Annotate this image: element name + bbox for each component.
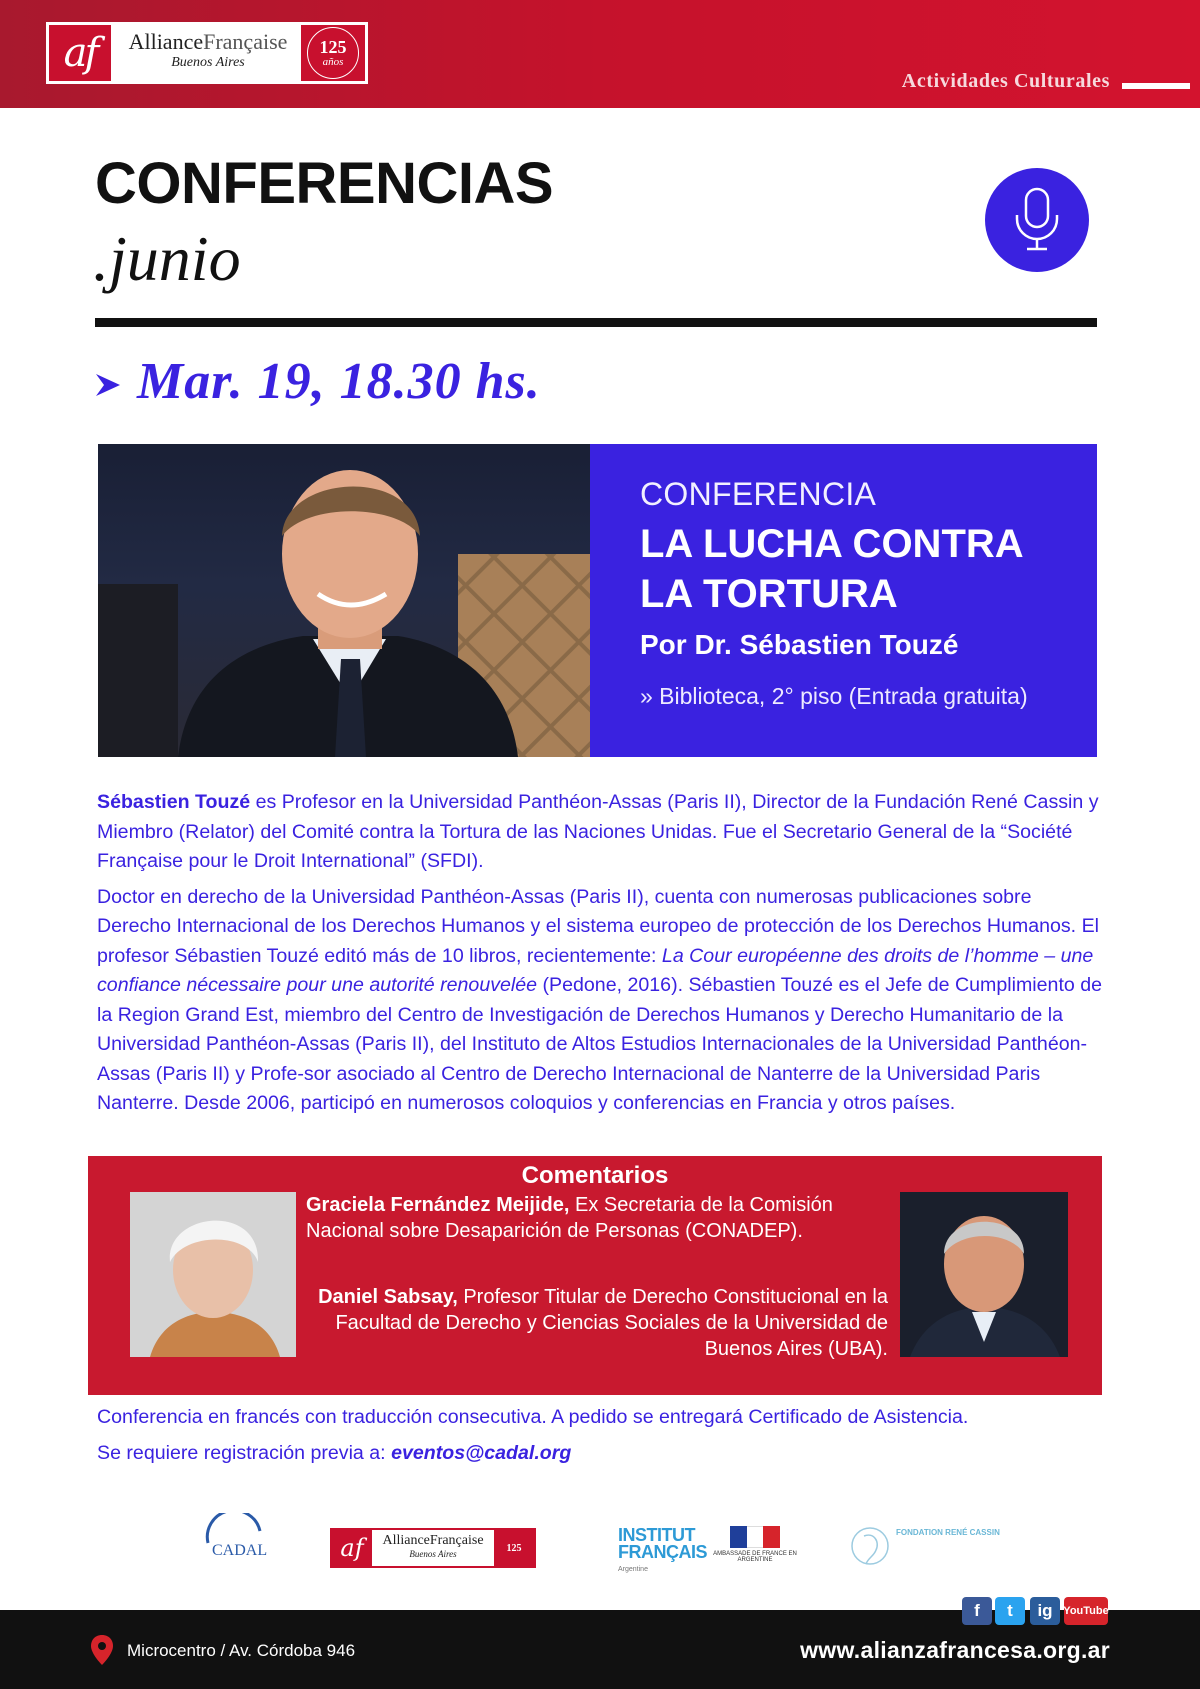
youtube-icon[interactable]: YouTube — [1064, 1597, 1108, 1625]
comment-2 — [288, 1284, 888, 1362]
bio-book-title: La Cour européenne des droits de l’homme – une confiance nécessaire pour une autorité renouvelée — [97, 944, 1094, 996]
comments-box — [88, 1156, 1102, 1395]
institut-francais-logo[interactable] — [618, 1525, 707, 1578]
bio-paragraph-1 — [97, 788, 1107, 877]
commenter-photo-1-illustration — [130, 1192, 296, 1357]
translation-note: Conferencia en francés con traducción consecutiva. A pedido se entregará Certificado de Asistencia. — [97, 1406, 969, 1428]
institut-line2: FRANÇAIS — [618, 1542, 707, 1562]
speaker-photo — [98, 444, 590, 757]
location-pin-icon — [90, 1634, 114, 1666]
flag-red — [763, 1526, 780, 1548]
title-divider — [95, 318, 1097, 327]
speaker-bio — [97, 788, 1107, 1125]
event-title — [640, 519, 1097, 619]
anniversary-word: años — [322, 56, 344, 68]
event-panel — [590, 444, 1097, 757]
bio-p1-text: es Profesor en la Universidad Panthéon-Assas (Paris II), Director de la Fundación René Cassin y Miembro (Relator) del Comité contra la Tortura de las Naciones Unidas. Fue el Secretario General de la “Société Française pour le Droit International” (SFDI). — [97, 791, 1099, 872]
event-kicker: CONFERENCIA — [640, 476, 877, 512]
french-flag-icon — [730, 1526, 780, 1548]
anniversary-number: 125 — [319, 37, 347, 57]
section-label-underline — [1122, 83, 1190, 89]
af-logo-name-1: Alliance — [128, 29, 204, 54]
cadal-logo-svg — [200, 1513, 274, 1573]
comments-title: Comentarios — [521, 1162, 669, 1189]
section-label: Actividades Culturales — [901, 70, 1110, 92]
alliance-francaise-partner-logo[interactable] — [330, 1528, 536, 1568]
alliance-francaise-logo[interactable] — [46, 22, 368, 84]
comment-1 — [306, 1192, 906, 1244]
af-small-monogram: af — [332, 1530, 372, 1566]
bio-p2-end: (Pedone, 2016). Sébastien Touzé es el Jefe de Cumplimiento de la Region Grand Est, miembro del Centro de Investigación de Derechos Humanos y Derecho Humanitario de la Universidad Panthéon-Assas (Paris II), del Instituto de Altos Estudios Internacionales de la Universidad Panthéon-Assas (Paris II) y Profe-sor asociado al Centro de Derecho Internacional de Nanterre de la Universidad Paris Nanterre. Desde 2006, participó en numerosos coloquios y conferencias en Francia y otros países. — [97, 974, 1103, 1114]
bio-p2-start: Doctor en derecho de la Universidad Panthéon-Assas (Paris II), cuenta con numerosas publicaciones sobre Derecho Internacional de los Derechos Humanos y el sistema europeo de protección de los Derechos Humanos. El profesor Sébastien Touzé editó más de 10 libros, recientemente: — [97, 885, 1099, 967]
commenter-photo-1 — [130, 1192, 296, 1357]
ambassade-text: AMBASSADE DE FRANCE EN ARGENTINE — [713, 1551, 797, 1563]
af-small-name: AllianceFrançaise — [382, 1533, 484, 1548]
page-month: .junio — [93, 223, 241, 294]
flag-white — [747, 1526, 764, 1548]
af-small-text — [372, 1530, 494, 1566]
institut-country: Argentine — [618, 1566, 648, 1573]
fondation-rene-cassin-logo[interactable] — [848, 1524, 1008, 1570]
event-title-line1: LA LUCHA CONTRA — [640, 522, 1024, 566]
commenter-photo-2-illustration — [900, 1192, 1068, 1357]
bio-name: Sébastien Touzé — [97, 791, 251, 813]
event-title-line2: LA TORTURA — [640, 572, 898, 616]
commenter-2-name: Daniel Sabsay, — [318, 1286, 458, 1308]
anniversary-badge — [301, 25, 365, 81]
registration-note — [97, 1442, 571, 1465]
facebook-icon[interactable]: f — [962, 1597, 992, 1625]
ambassade-logo[interactable] — [700, 1526, 810, 1563]
footer-website-link[interactable]: www.alianzafrancesa.org.ar — [800, 1637, 1110, 1663]
twitter-icon[interactable]: t — [995, 1597, 1025, 1625]
af-logo-name-2: Française — [203, 29, 288, 54]
commenter-1-name: Graciela Fernández Meijide, — [306, 1194, 570, 1216]
cadal-logo[interactable] — [200, 1513, 274, 1573]
af-small-badge: 125 — [494, 1530, 534, 1566]
af-logo-city: Buenos Aires — [171, 55, 245, 70]
commenter-photo-2 — [900, 1192, 1068, 1357]
anniversary-circle — [307, 27, 359, 79]
event-date: Mar. 19, 18.30 hs. — [137, 353, 541, 410]
flag-blue — [730, 1526, 747, 1548]
microphone-icon — [985, 168, 1089, 272]
commenter-1-role: Ex Secretaria de la Comisión Nacional sobre Desaparición de Personas (CONADEP). — [306, 1194, 833, 1242]
instagram-icon[interactable]: ig — [1030, 1597, 1060, 1625]
registration-email[interactable]: eventos@cadal.org — [391, 1442, 572, 1464]
fondation-text: FONDATION RENÉ CASSIN — [896, 1528, 1000, 1537]
af-monogram: af — [49, 25, 111, 81]
event-speaker: Por Dr. Sébastien Touzé — [640, 629, 959, 660]
registration-label: Se requiere registración previa a: — [97, 1442, 392, 1464]
af-logo-text — [111, 25, 301, 81]
footer-address: Microcentro / Av. Córdoba 946 — [127, 1641, 356, 1660]
cadal-logo-text: CADAL — [212, 1542, 268, 1559]
speaker-photo-illustration — [98, 444, 590, 757]
commenter-2-role: Profesor Titular de Derecho Constitucional en la Facultad de Derecho y Ciencias Sociales de la Universidad de Buenos Aires (UBA). — [335, 1286, 888, 1360]
bio-paragraph-2 — [97, 883, 1107, 1119]
chevron-right-icon — [94, 372, 122, 398]
institut-line1: INSTITUT — [618, 1525, 695, 1545]
microphone-icon-svg — [1007, 185, 1067, 255]
page-title: CONFERENCIAS — [95, 151, 554, 216]
fondation-profile-icon — [848, 1524, 892, 1570]
af-small-city: Buenos Aires — [409, 1549, 457, 1559]
af-logo-name — [121, 29, 295, 55]
event-location: » Biblioteca, 2° piso (Entrada gratuita) — [640, 683, 1028, 709]
